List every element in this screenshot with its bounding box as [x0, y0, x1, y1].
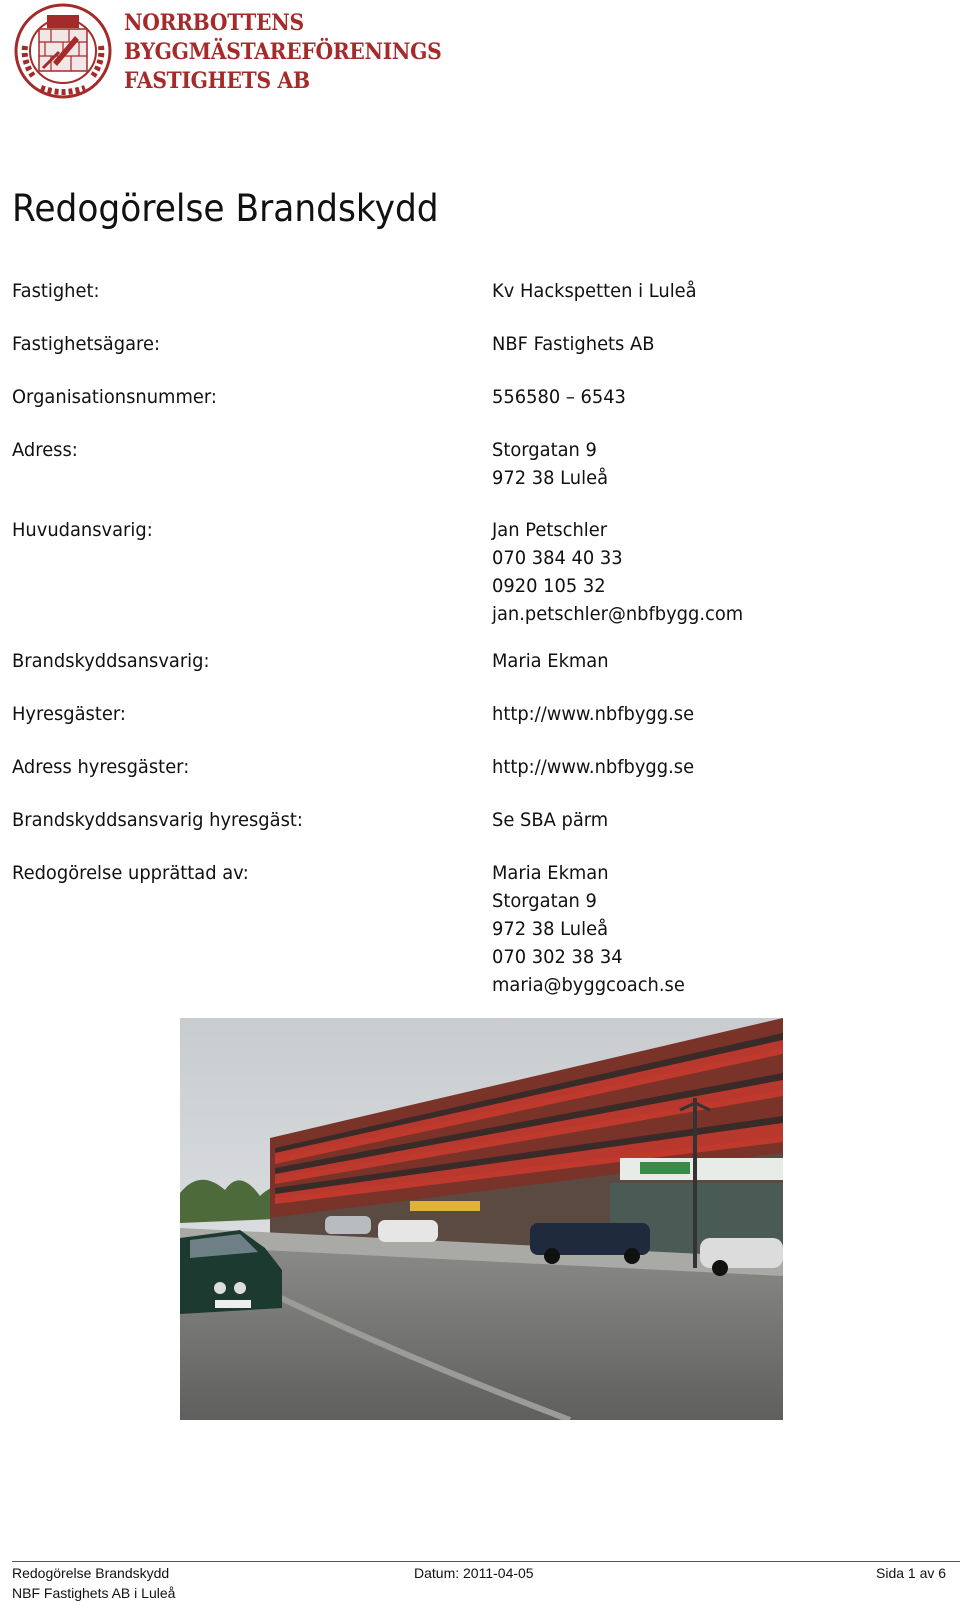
street-building-image: [180, 1018, 783, 1420]
footer-date: Datum: 2011-04-05: [414, 1565, 534, 1581]
field-value-line: Kv Hackspetten i Luleå: [492, 280, 697, 302]
footer-company: NBF Fastighets AB i Luleå: [12, 1585, 176, 1601]
company-name-line-2: BYGGMÄSTAREFÖRENINGS: [124, 39, 442, 65]
field-value-line: 972 38 Luleå: [492, 467, 609, 489]
field-value-line: http://www.nbfbygg.se: [492, 756, 695, 778]
field-value: [492, 330, 655, 358]
field-label: Brandskyddsansvarig hyresgäst:: [12, 809, 303, 831]
field-value: [492, 277, 697, 305]
field-value-line: http://www.nbfbygg.se: [492, 703, 695, 725]
field-label: Hyresgäster:: [12, 703, 126, 725]
field-value: [492, 436, 608, 492]
field-value-line: Jan Petschler: [492, 519, 608, 541]
building-photo: [180, 1018, 783, 1420]
field-value-line: 972 38 Luleå: [492, 918, 609, 940]
field-value-line: 070 302 38 34: [492, 946, 623, 968]
field-label: Fastighetsägare:: [12, 333, 160, 355]
field-value: [492, 383, 626, 411]
field-value-line: NBF Fastighets AB: [492, 333, 655, 355]
company-name-line-3: FASTIGHETS AB: [124, 68, 310, 94]
field-value: [492, 753, 694, 781]
footer-divider: [12, 1561, 960, 1562]
field-label: Huvudansvarig:: [12, 519, 153, 541]
footer-page-number: Sida 1 av 6: [876, 1565, 947, 1581]
field-label: Adress hyresgäster:: [12, 756, 190, 778]
field-value-line: maria@byggcoach.se: [492, 974, 685, 996]
field-label: Organisationsnummer:: [12, 386, 217, 408]
field-value-line: 070 384 40 33: [492, 547, 623, 569]
field-value: [492, 647, 609, 675]
field-value-line: Se SBA pärm: [492, 809, 609, 831]
company-name: [124, 9, 442, 96]
field-value: [492, 700, 694, 728]
field-value-line: Maria Ekman: [492, 862, 609, 884]
field-value: [492, 859, 685, 999]
field-value-line: jan.petschler@nbfbygg.com: [492, 603, 744, 625]
field-label: Redogörelse upprättad av:: [12, 862, 249, 884]
field-value-line: Storgatan 9: [492, 439, 597, 461]
company-name-line-1: NORRBOTTENS: [124, 10, 304, 36]
field-label: Brandskyddsansvarig:: [12, 650, 210, 672]
field-value-line: Storgatan 9: [492, 890, 597, 912]
field-value-line: 556580 – 6543: [492, 386, 626, 408]
footer-document-title: Redogörelse Brandskydd: [12, 1565, 170, 1581]
field-value-line: 0920 105 32: [492, 575, 606, 597]
logo-emblem-icon: [13, 2, 113, 100]
field-value: [492, 516, 743, 628]
field-value-line: Maria Ekman: [492, 650, 609, 672]
field-label: Adress:: [12, 439, 78, 461]
company-logo: [13, 2, 113, 100]
field-label: Fastighet:: [12, 280, 100, 302]
document-title: Redogörelse Brandskydd: [12, 187, 439, 230]
field-value: [492, 806, 608, 834]
